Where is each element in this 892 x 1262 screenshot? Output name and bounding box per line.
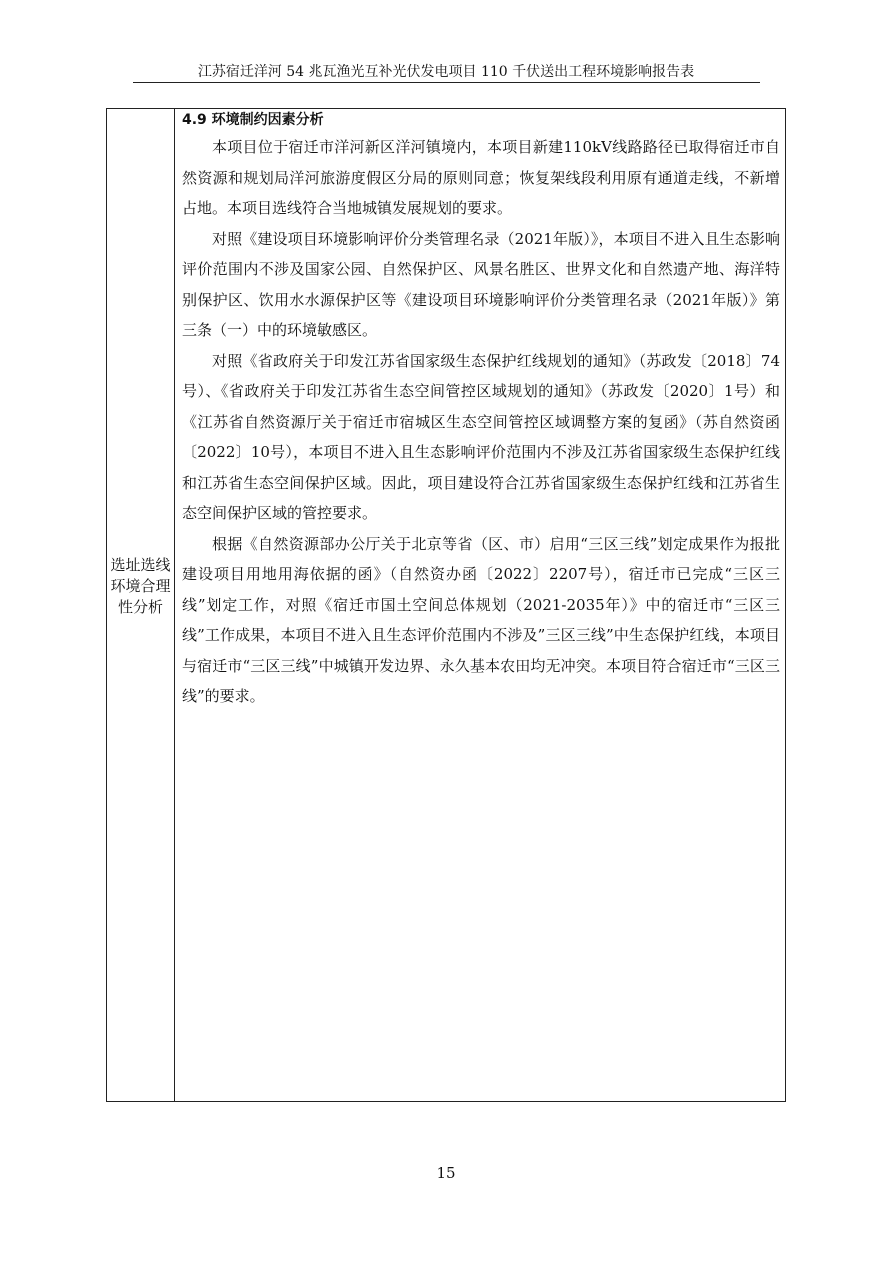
paragraph-planning-compliance: 本项目位于宿迁市洋河新区洋河镇境内，本项目新建110kV线路路径已取得宿迁市自然资源和规划局洋河旅游度假区分局的原则同意；恢复架线段利用原有通道走线，不新增占地。本项目选线符合当地城镇发展规划的要求。 xyxy=(182,138,780,217)
table-column-divider xyxy=(174,108,175,1102)
paragraph-sensitive-areas: 对照《建设项目环境影响评价分类管理名录（2021年版）》，本项目不进入且生态影响评价范围内不涉及国家公园、自然保护区、风景名胜区、世界文化和自然遗产地、海洋特别保护区、饮用水水源保护区等《建设项目环境影响评价分类管理名录（2021年版）》第三条（一）中的环境敏感区。 xyxy=(182,229,780,339)
paragraph-ecological-redline: 对照《省政府关于印发江苏省国家级生态保护红线规划的通知》（苏政发〔2018〕74号）、《省政府关于印发江苏省生态空间管控区域规划的通知》（苏政发〔2020〕1号）和《江苏省自然资源厅关于宿迁市宿城区生态空间管控区域调整方案的复函》（苏自然资函〔2022〕10号），本项目不进入且生态影响评价范围内不涉及江苏省国家级生态保护红线和江苏省生态空间保护区域。因此，项目建设符合江苏省国家级生态保护红线和江苏省生态空间保护区域的管控要求。 xyxy=(182,351,780,522)
row-header-line-3: 性分析 xyxy=(117,598,163,616)
page-number: 15 xyxy=(436,1164,456,1182)
paragraph-three-zones-three-lines: 根据《自然资源部办公厅关于北京等省（区、市）启用“三区三线”划定成果作为报批建设项目用地用海依据的函》（自然资办函〔2022〕2207号），宿迁市已完成“三区三线”划定工作，对照《宿迁市国土空间总体规划（2021-2035年）》中的宿迁市“三区三线”工作成果，本项目不进入且生态评价范围内不涉及”三区三线”中生态保护红线，本项目与宿迁市“三区三线”中城镇开发边界、永久基本农田均无冲突。本项目符合宿迁市“三区三线”的要求。 xyxy=(182,534,780,705)
section-title: 4.9 环境制约因素分析 xyxy=(182,112,324,128)
row-header-line-2: 环境合理 xyxy=(110,577,171,595)
row-header-site-selection-analysis xyxy=(107,555,174,618)
row-header-line-1: 选址选线 xyxy=(110,556,171,574)
header-rule xyxy=(133,82,760,83)
running-header: 江苏宿迁洋河 54 兆瓦渔光互补光伏发电项目 110 千伏送出工程环境影响报告表 xyxy=(197,64,695,80)
table-content-cell xyxy=(182,108,780,712)
